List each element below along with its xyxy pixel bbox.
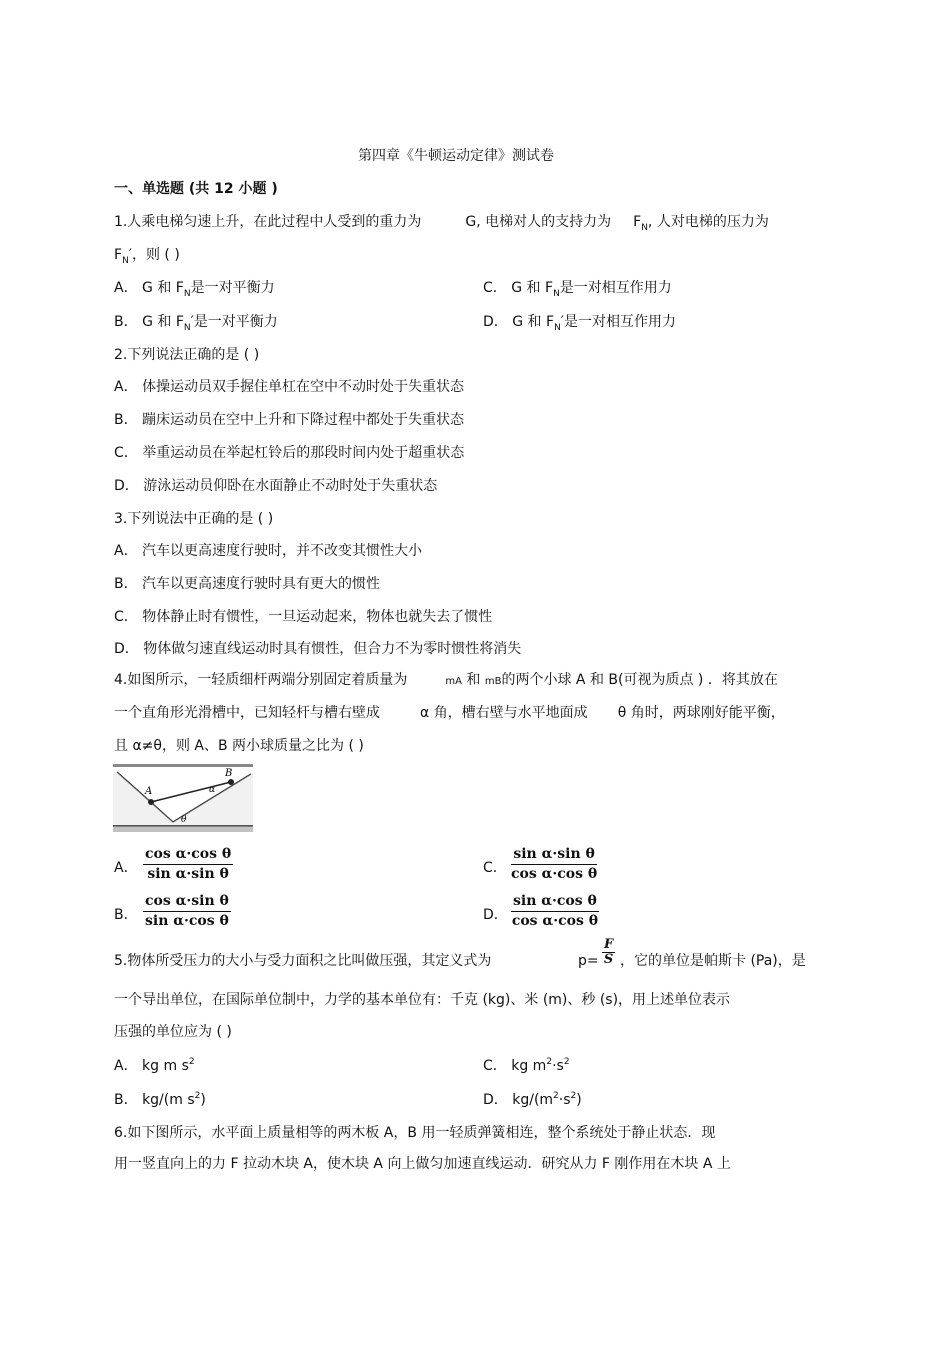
formula-f: F <box>604 937 614 952</box>
q5-option-c[interactable] <box>483 1057 570 1077</box>
q5-d-label: D． <box>483 1092 508 1108</box>
q3-option-d[interactable]: D． 物体做匀速直线运动时具有惯性，但合力不为零时惯性将消失 <box>114 641 522 657</box>
q1-b-label: B． <box>114 314 138 330</box>
q2-option-a[interactable]: A． 体操运动员双手握住单杠在空中不动时处于失重状态 <box>114 379 465 395</box>
q1-d-text: G 和 <box>512 314 542 330</box>
q5-stem-line3: 压强的单位应为 ( ) <box>114 1024 232 1040</box>
q3-stem: 3.下列说法中正确的是 ( ) <box>114 511 274 527</box>
q5-d-text-c: ) <box>576 1092 582 1108</box>
q5-stem-line1-a: 5.物体所受压力的大小与受力面积之比叫做压强，其定义式为 <box>114 953 492 969</box>
q5-d-sup1: 2 <box>553 1091 559 1101</box>
q5-option-a[interactable] <box>114 1057 195 1077</box>
q1-fn-sub: N <box>641 223 648 233</box>
q5-b-text-b: ) <box>200 1092 206 1108</box>
q2-option-d[interactable]: D． 游泳运动员仰卧在水面静止不动时处于失重状态 <box>114 478 438 494</box>
q4-alpha: α <box>420 705 430 721</box>
q5-option-d[interactable] <box>483 1091 582 1111</box>
q3-option-a[interactable]: A． 汽车以更高速度行驶时，并不改变其惯性大小 <box>114 543 423 559</box>
q2-option-b[interactable]: B． 蹦床运动员在空中上升和下降过程中都处于失重状态 <box>114 412 465 428</box>
q4-stem-line3: 且 α≠θ，则 A、B 两小球质量之比为 ( ) <box>114 738 364 754</box>
pressure-formula <box>602 938 615 967</box>
fig-label-alpha: α <box>209 785 216 795</box>
q1-text-b: 电梯对人的支持力为 <box>485 214 612 230</box>
q1-c-f: F <box>545 280 554 296</box>
q4-line2-a: 一个直角形光滑槽中，已知轻杆与槽右壁成 <box>114 705 380 721</box>
q4-a-num: cos α·cos θ <box>143 846 233 865</box>
ball-b <box>228 779 234 785</box>
q1-d-label: D． <box>483 314 508 330</box>
q4-ma: mA <box>445 676 462 687</box>
q6-stem-line1: 6.如下图所示，水平面上质量相等的两木板 A，B 用一轻质弹簧相连，整个系统处于静止状态．现 <box>114 1125 716 1141</box>
q4-and: 和 <box>466 672 481 688</box>
q1-d-f: F <box>546 314 555 330</box>
q5-c-label: C． <box>483 1058 507 1074</box>
q4-c-label[interactable]: C． <box>483 860 507 876</box>
q4-b-den: sin α·cos θ <box>145 913 229 929</box>
q5-b-sup: 2 <box>194 1091 201 1101</box>
q4-c-num: sin α·sin θ <box>511 846 597 865</box>
q5-c-text-b: ·s <box>552 1058 564 1074</box>
groove-figure <box>113 764 253 834</box>
q1-text-a: 1.人乘电梯匀速上升，在此过程中人受到的重力为 <box>114 214 422 230</box>
q1-a-text: G 和 <box>142 280 172 296</box>
q1-c-label: C． <box>483 280 507 296</box>
q1-stem <box>114 213 769 233</box>
ground-hatch <box>113 826 253 832</box>
q5-a-sup: 2 <box>188 1057 195 1067</box>
q4-line2-c: 角时，两球刚好能平衡， <box>630 705 785 721</box>
q1-d-text-b: ′是一对相互作用力 <box>560 314 676 330</box>
q1-b-f: F <box>175 314 184 330</box>
q4-line2-b: 角，槽右壁与水平地面成 <box>433 705 588 721</box>
q1-option-c[interactable] <box>483 279 672 299</box>
q1-d-sub: N <box>554 323 561 333</box>
q1-a-label: A． <box>114 280 138 296</box>
q4-d-label[interactable]: D． <box>483 907 508 923</box>
fig-label-b: B <box>225 768 233 779</box>
q4-mb: mB <box>484 676 502 687</box>
q3-option-b[interactable]: B． 汽车以更高速度行驶时具有更大的惯性 <box>114 576 381 592</box>
q4-option-b[interactable] <box>143 893 231 930</box>
q5-b-label: B． <box>114 1092 138 1108</box>
q5-d-text-b: ·s <box>558 1092 571 1108</box>
q4-b-label[interactable]: B． <box>114 907 138 923</box>
q1-c-sub: N <box>553 289 560 299</box>
q5-stem-line1-b: ，它的单位是帕斯卡 (Pa)，是 <box>620 953 806 969</box>
q1-fn: F <box>633 214 642 230</box>
fig-label-theta: θ <box>181 815 187 825</box>
q1-c-text-b: 是一对相互作用力 <box>559 280 672 296</box>
q5-d-sup2: 2 <box>570 1091 577 1101</box>
q2-stem: 2.下列说法正确的是 ( ) <box>114 347 260 363</box>
q4-a-den: sin α·sin θ <box>147 866 229 882</box>
q4-option-c[interactable] <box>511 846 597 883</box>
q1-option-a[interactable] <box>114 279 275 299</box>
q4-b-num: cos α·sin θ <box>143 893 231 912</box>
ball-a <box>148 799 154 805</box>
q1-a-f: F <box>175 280 184 296</box>
q1-text-c: , 人对电梯的压力为 <box>647 214 769 230</box>
q1-line2-f: F <box>114 247 123 263</box>
q3-option-c[interactable]: C． 物体静止时有惯性，一旦运动起来，物体也就失去了惯性 <box>114 609 493 625</box>
q4-line1-a: 4.如图所示，一轻质细杆两端分别固定着质量为 <box>114 672 408 688</box>
q1-stem-line2 <box>114 246 180 266</box>
section-heading: 一、单选题 (共 12 小题 ) <box>114 181 278 197</box>
q4-theta: θ <box>617 705 627 721</box>
fig-label-a: A <box>145 786 153 797</box>
figure-top-edge <box>113 764 253 767</box>
q2-option-c[interactable]: C． 举重运动员在举起杠铃后的那段时间内处于超重状态 <box>114 445 465 461</box>
q5-d-text-a: kg/(m <box>512 1092 554 1108</box>
q5-c-sup1: 2 <box>546 1057 553 1067</box>
q4-option-d[interactable] <box>511 893 599 930</box>
q4-stem-line2 <box>114 704 785 722</box>
q1-b-text: G 和 <box>142 314 172 330</box>
q5-c-text-a: kg m <box>511 1058 547 1074</box>
q5-a-label: A． <box>114 1058 138 1074</box>
q1-line2-rest: ′，则 ( ) <box>128 247 180 263</box>
q4-d-num: sin α·cos θ <box>511 893 599 912</box>
q1-option-d[interactable] <box>483 313 676 333</box>
q1-c-text: G 和 <box>511 280 541 296</box>
q5-c-sup2: 2 <box>563 1057 570 1067</box>
q4-a-label[interactable]: A． <box>114 860 138 876</box>
q5-p-eq: p= <box>578 953 599 969</box>
q1-b-sub: N <box>183 323 191 333</box>
q4-line1-b: 的两个小球 A 和 B(可视为质点 ) ．将其放在 <box>501 672 778 688</box>
q4-option-a[interactable] <box>143 846 233 883</box>
q1-option-b[interactable] <box>114 313 278 333</box>
q6-stem-line2: 用一竖直向上的力 F 拉动木块 A，使木块 A 向上做匀加速直线运动．研究从力 F 刚作用在木块 A 上 <box>114 1156 731 1172</box>
formula-s: S <box>603 952 614 967</box>
q1-g: G, <box>465 214 481 230</box>
q5-a-text: kg m s <box>142 1058 189 1074</box>
q5-b-text-a: kg/(m s <box>142 1092 195 1108</box>
q1-b-text-b: ′是一对平衡力 <box>190 314 278 330</box>
q5-stem-line2: 一个导出单位，在国际单位制中，力学的基本单位有：千克 (kg)、米 (m)、秒 (s)，用上述单位表示 <box>114 992 731 1008</box>
q4-d-den: cos α·cos θ <box>511 913 599 929</box>
q1-a-sub: N <box>183 289 191 299</box>
q1-a-text-b: 是一对平衡力 <box>190 280 275 296</box>
q4-c-den: cos α·cos θ <box>511 866 598 882</box>
q4-stem-line1 <box>114 671 778 691</box>
page-title: 第四章《牛顿运动定律》测试卷 <box>358 148 554 164</box>
q1-line2-sub: N <box>122 256 129 266</box>
q5-option-b[interactable] <box>114 1091 206 1111</box>
